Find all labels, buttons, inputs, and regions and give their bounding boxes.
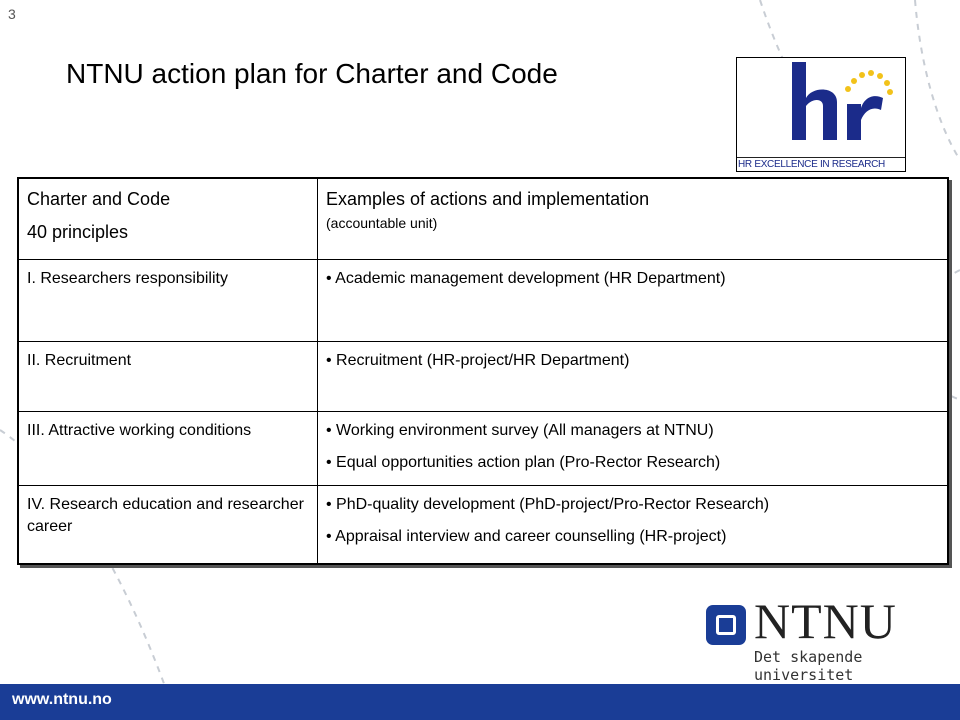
ntnu-tagline: Det skapende universitet xyxy=(754,648,863,684)
table-row xyxy=(18,260,948,342)
actions-cell xyxy=(318,342,949,412)
hr-logo-caption: HR EXCELLENCE IN RESEARCH xyxy=(737,157,905,171)
action-item: • PhD-quality development (PhD-project/Pro-Rector Research) xyxy=(326,496,770,513)
actions-cell xyxy=(318,486,949,565)
action-item: • Working environment survey (All managers at NTNU) xyxy=(326,422,714,439)
table-header-row xyxy=(18,178,948,260)
action-item: • Academic management development (HR Department) xyxy=(326,270,726,287)
principle-cell: I. Researchers responsibility xyxy=(18,260,318,342)
header-cell-actions xyxy=(318,178,949,260)
hr-logo-icon xyxy=(737,58,905,154)
principle-cell: IV. Research education and researcher career xyxy=(18,486,318,565)
principle-cell: III. Attractive working conditions xyxy=(18,412,318,486)
header-actions-subtitle: (accountable unit) xyxy=(326,215,438,232)
action-item: • Equal opportunities action plan (Pro-Rector Research) xyxy=(326,453,721,471)
slide-title: NTNU action plan for Charter and Code xyxy=(66,58,558,89)
actions-cell xyxy=(318,260,949,342)
slide-number: 3 xyxy=(8,6,16,22)
principle-cell: II. Recruitment xyxy=(18,342,318,412)
table-row xyxy=(18,486,948,565)
footer-bar xyxy=(0,684,960,720)
action-item: • Recruitment (HR-project/HR Department) xyxy=(326,352,630,369)
ntnu-mark-icon xyxy=(706,605,746,645)
hr-excellence-logo xyxy=(736,57,906,172)
table-row xyxy=(18,342,948,412)
header-cell-principles xyxy=(18,178,318,260)
action-item: • Appraisal interview and career counselling (HR-project) xyxy=(326,527,727,545)
action-plan-table xyxy=(17,177,949,565)
table-row xyxy=(18,412,948,486)
header-charter-label: Charter and Code xyxy=(27,189,171,209)
actions-cell xyxy=(318,412,949,486)
footer-url[interactable]: www.ntnu.no xyxy=(12,691,112,708)
ntnu-logo xyxy=(706,593,946,684)
header-actions-title: Examples of actions and implementation xyxy=(326,189,650,209)
ntnu-wordmark: NTNU xyxy=(754,593,897,649)
header-principles-count: 40 principles xyxy=(27,222,129,243)
